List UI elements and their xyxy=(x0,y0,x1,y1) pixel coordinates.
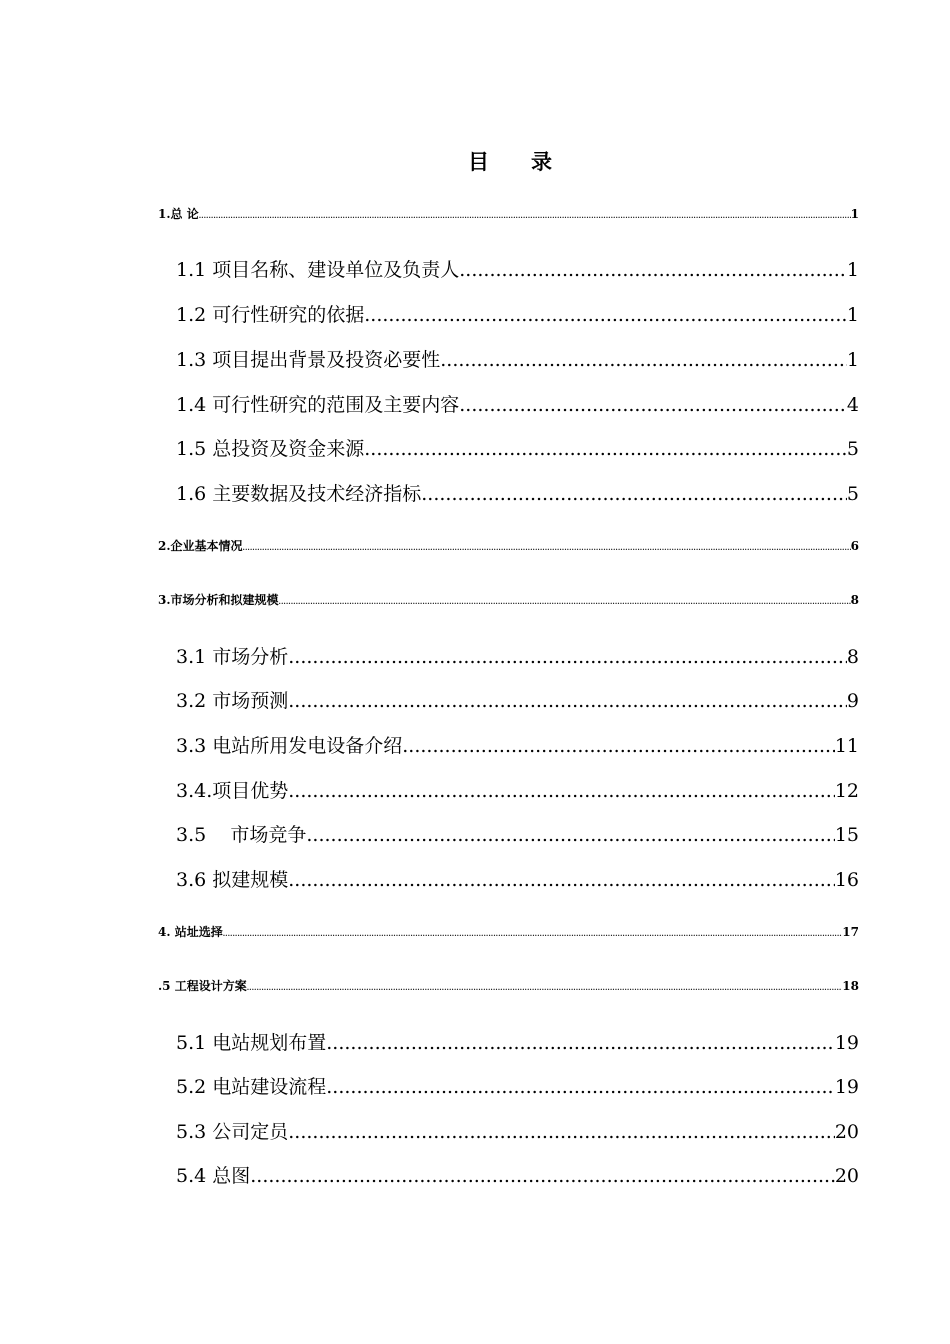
toc-leader-dots xyxy=(288,646,847,668)
toc-entry-1-6[interactable] xyxy=(176,479,859,506)
toc-page-number: 20 xyxy=(834,1165,859,1187)
toc-entry-5-1[interactable] xyxy=(176,1028,859,1055)
toc-entry-label: 3.5 市场竞争 xyxy=(176,824,307,846)
toc-leader-dots xyxy=(288,869,835,891)
toc-entry-3-3[interactable] xyxy=(176,731,859,758)
toc-leader-dots xyxy=(279,597,851,606)
toc-title xyxy=(0,146,950,176)
toc-entry-5-2[interactable] xyxy=(176,1072,859,1099)
toc-leader-dots xyxy=(459,259,847,281)
toc-leader-dots xyxy=(199,211,851,220)
toc-entry-label: .5 工程设计方案 xyxy=(158,979,247,993)
toc-page-number: 16 xyxy=(834,869,859,891)
toc-title-char-1: 目 xyxy=(468,149,489,174)
toc-leader-dots xyxy=(288,780,835,802)
toc-entry-label: 1.4 可行性研究的范围及主要内容 xyxy=(176,394,460,416)
toc-entry-1-3[interactable] xyxy=(176,345,859,372)
toc-leader-dots xyxy=(402,735,835,757)
toc-page-number: 8 xyxy=(850,593,859,607)
toc-page-number: 5 xyxy=(846,483,859,505)
toc-page-number: 8 xyxy=(846,646,859,668)
toc-leader-dots xyxy=(243,543,851,552)
toc-entry-label: 3.4.项目优势 xyxy=(176,780,289,802)
toc-entry-1-2[interactable] xyxy=(176,300,859,327)
toc-entry-3-2[interactable] xyxy=(176,686,859,713)
toc-entry-5[interactable] xyxy=(158,977,859,994)
toc-leader-dots xyxy=(326,1076,835,1098)
toc-page-number: 1 xyxy=(846,259,859,281)
toc-entry-1-1[interactable] xyxy=(176,255,859,282)
toc-page-number: 19 xyxy=(834,1076,859,1098)
toc-entry-label: 1.总 论 xyxy=(158,207,199,221)
toc-page-number: 17 xyxy=(842,925,859,939)
toc-page-number: 12 xyxy=(834,780,859,802)
toc-leader-dots xyxy=(247,983,843,992)
toc-entry-label: 1.1 项目名称、建设单位及负责人 xyxy=(176,259,460,281)
toc-page-number: 1 xyxy=(846,349,859,371)
toc-page-number: 15 xyxy=(834,824,859,846)
toc-entry-label: 3.1 市场分析 xyxy=(176,646,289,668)
toc-leader-dots xyxy=(288,690,847,712)
toc-leader-dots xyxy=(306,824,834,846)
toc-entry-label: 3.3 电站所用发电设备介绍 xyxy=(176,735,403,757)
toc-leader-dots xyxy=(440,349,847,371)
toc-entry-label: 5.4 总图 xyxy=(176,1165,251,1187)
toc-entry-label: 3.市场分析和拟建规模 xyxy=(158,593,279,607)
toc-page-number: 19 xyxy=(834,1032,859,1054)
toc-leader-dots xyxy=(288,1121,835,1143)
toc-entry-3-5[interactable] xyxy=(176,820,859,847)
toc-entry-3-1[interactable] xyxy=(176,642,859,669)
toc-entry-label: 1.3 项目提出背景及投资必要性 xyxy=(176,349,441,371)
toc-entry-label: 5.3 公司定员 xyxy=(176,1121,289,1143)
toc-entry-5-4[interactable] xyxy=(176,1161,859,1188)
toc-page-number: 1 xyxy=(850,207,859,221)
toc-page-number: 5 xyxy=(846,438,859,460)
toc-entry-label: 5.2 电站建设流程 xyxy=(176,1076,327,1098)
toc-entry-label: 1.2 可行性研究的依据 xyxy=(176,304,365,326)
toc-entry-label: 1.6 主要数据及技术经济指标 xyxy=(176,483,422,505)
toc-page-number: 4 xyxy=(846,394,859,416)
toc-leader-dots xyxy=(250,1165,835,1187)
toc-title-char-2: 录 xyxy=(531,149,552,174)
toc-leader-dots xyxy=(459,394,847,416)
toc-leader-dots xyxy=(223,929,843,938)
toc-entry-4[interactable] xyxy=(158,923,859,940)
toc-entry-label: 3.6 拟建规模 xyxy=(176,869,289,891)
toc-entry-3-6[interactable] xyxy=(176,865,859,892)
toc-page-number: 9 xyxy=(846,690,859,712)
toc-entry-label: 3.2 市场预测 xyxy=(176,690,289,712)
toc-entry-1-4[interactable] xyxy=(176,390,859,417)
toc-page-number: 18 xyxy=(842,979,859,993)
toc-entry-2[interactable] xyxy=(158,537,859,554)
toc-entry-3-4[interactable] xyxy=(176,776,859,803)
toc-leader-dots xyxy=(421,483,847,505)
toc-page-number: 6 xyxy=(850,539,859,553)
toc-entry-3[interactable] xyxy=(158,591,859,608)
toc-entry-label: 4. 站址选择 xyxy=(158,925,223,939)
toc-leader-dots xyxy=(364,438,847,460)
toc-entry-label: 2.企业基本情况 xyxy=(158,539,243,553)
toc-entry-5-3[interactable] xyxy=(176,1117,859,1144)
toc-entry-label: 5.1 电站规划布置 xyxy=(176,1032,327,1054)
toc-entry-label: 1.5 总投资及资金来源 xyxy=(176,438,365,460)
toc-leader-dots xyxy=(364,304,847,326)
toc-page-number: 11 xyxy=(834,735,859,757)
toc-page-number: 1 xyxy=(846,304,859,326)
toc-entry-1[interactable] xyxy=(158,205,859,222)
toc-entry-1-5[interactable] xyxy=(176,434,859,461)
toc-leader-dots xyxy=(326,1032,835,1054)
toc-page-number: 20 xyxy=(834,1121,859,1143)
